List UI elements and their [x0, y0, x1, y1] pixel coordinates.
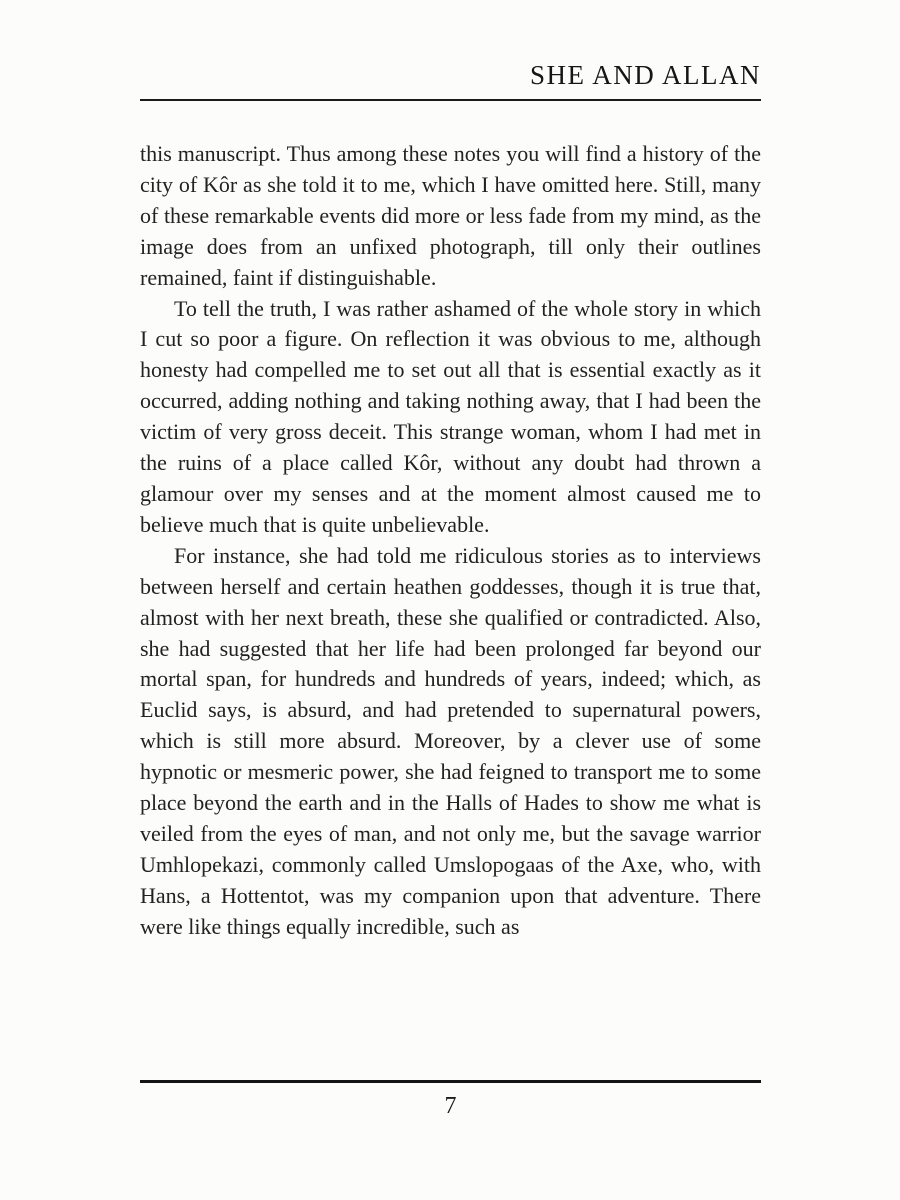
body-text [140, 139, 761, 943]
paragraph: To tell the truth, I was rather ashamed of the whole story in which I cut so poor a figure. On reflection it was obvious to me, although honesty had compelled me to set out all that is essential exactly as it occurred, adding nothing and taking nothing away, that I had been the victim of very gross deceit. This strange woman, whom I had met in the ruins of a place called Kôr, without any doubt had thrown a glamour over my senses and at the moment almost caused me to believe much that is quite unbelievable. [140, 295, 761, 537]
page-number: 7 [444, 1093, 457, 1119]
running-head-title: SHE AND ALLAN [529, 60, 761, 90]
header-rule [140, 99, 761, 101]
page-header [140, 60, 761, 91]
paragraph-continuation: this manuscript. Thus among these notes you will find a history of the city of Kôr as she told it to me, which I have omitted here. Still, many of these remarkable events did more or less fade from my mind, as the image does from an unfixed photograph, till only their outlines remained, faint if distinguishable. [140, 141, 761, 290]
paragraph: For instance, she had told me ridiculous stories as to interviews between herself and certain heathen goddesses, though it is true that, almost with her next breath, these she qualified or contradicted. Also, she had suggested that her life had been prolonged far beyond our mortal span, for hundreds and hundreds of years, indeed; which, as Euclid says, is absurd, and had pretended to supernatural powers, which is still more absurd. Moreover, by a clever use of some hypnotic or mesmeric power, she had feigned to transport me to some place beyond the earth and in the Halls of Hades to show me what is veiled from the eyes of man, and not only me, but the savage warrior Umhlopekazi, commonly called Umslopogaas of the Axe, who, with Hans, a Hottentot, was my companion upon that adventure. There were like things equally incredible, such as [140, 542, 761, 939]
footer-rule [140, 1080, 761, 1083]
